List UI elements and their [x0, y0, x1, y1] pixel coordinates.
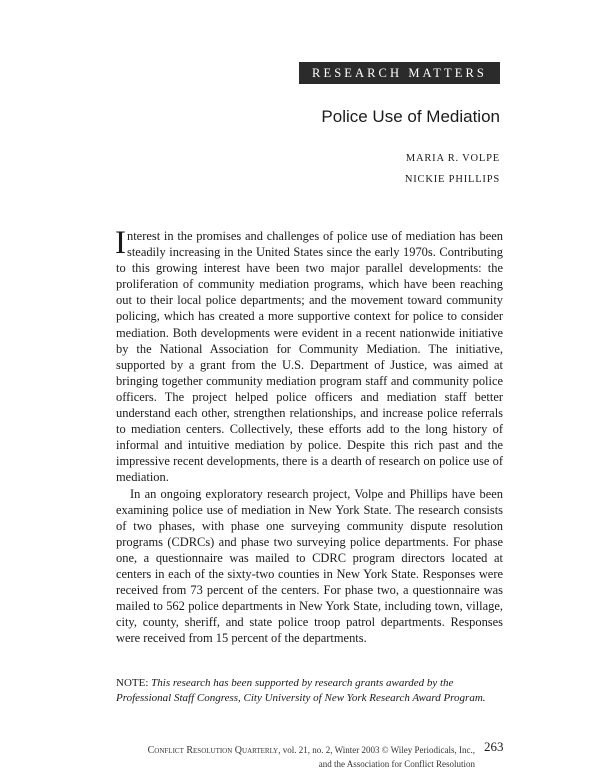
- footer-citation: , vol. 21, no. 2, Winter 2003 © Wiley Periodicals, Inc.,: [278, 745, 475, 755]
- article-body: [115, 225, 503, 646]
- body-paragraph: In an ongoing exploratory research project, Volpe and Phillips have been examining police use of mediation in New York State. The research consists of two phases, with phase one surveying community dispute resolution programs (CDRCs) and phase two surveying police departments. For phase one, a questionnaire was mailed to CDRC program directors located at centers in each of the sixty-two counties in New York State. Responses were received from 73 percent of the centers. For phase two, a questionnaire was mailed to 562 police departments in New York State, including town, village, city, county, sheriff, and state police troop patrol departments. Responses were received from 15 percent of the departments.: [116, 486, 503, 646]
- paragraph-text: nterest in the promises and challenges of police use of mediation has been steadily increasing in the United States since the early 1970s. Contributing to this growing interest have been two major parallel developments: the proliferation of community mediation programs, which have been reaching out to their local police departments; and the movement toward community policing, which has created a more supportive context for police to consider mediation. Both developments were evident in a recent nationwide initiative by the National Association for Community Mediation. The initiative, supported by a grant from the U.S. Department of Justice, was aimed at bringing together community mediation program staff and community police officers. The project helped police officers and mediation staff better understand each other, strengthen relationships, and increase police referrals to mediation centers. Collectively, these efforts add to the long history of informal and intuitive mediation by police. Despite this rich past and the impressive recent developments, there is a dearth of research on police use of mediation.: [116, 229, 503, 485]
- journal-name: Conflict Resolution Quarterly: [147, 745, 279, 756]
- page-number: 263: [484, 739, 504, 754]
- section-banner: RESEARCH MATTERS: [299, 62, 500, 84]
- article-title: Police Use of Mediation: [321, 107, 500, 126]
- footer-citation-line: [148, 744, 475, 758]
- author-name: MARIA R. VOLPE: [405, 153, 500, 164]
- page-footer: [148, 744, 475, 770]
- footnote-text: This research has been supported by research grants awarded by the Professional Staff Congress, City University of New York Research Award Program.: [116, 677, 486, 704]
- footnote: [116, 676, 508, 705]
- footer-association: and the Association for Conflict Resolution: [318, 758, 475, 769]
- footnote-label: NOTE:: [116, 677, 149, 689]
- body-paragraph: [115, 225, 503, 486]
- drop-cap: I: [115, 225, 126, 261]
- author-name: NICKIE PHILLIPS: [404, 174, 500, 185]
